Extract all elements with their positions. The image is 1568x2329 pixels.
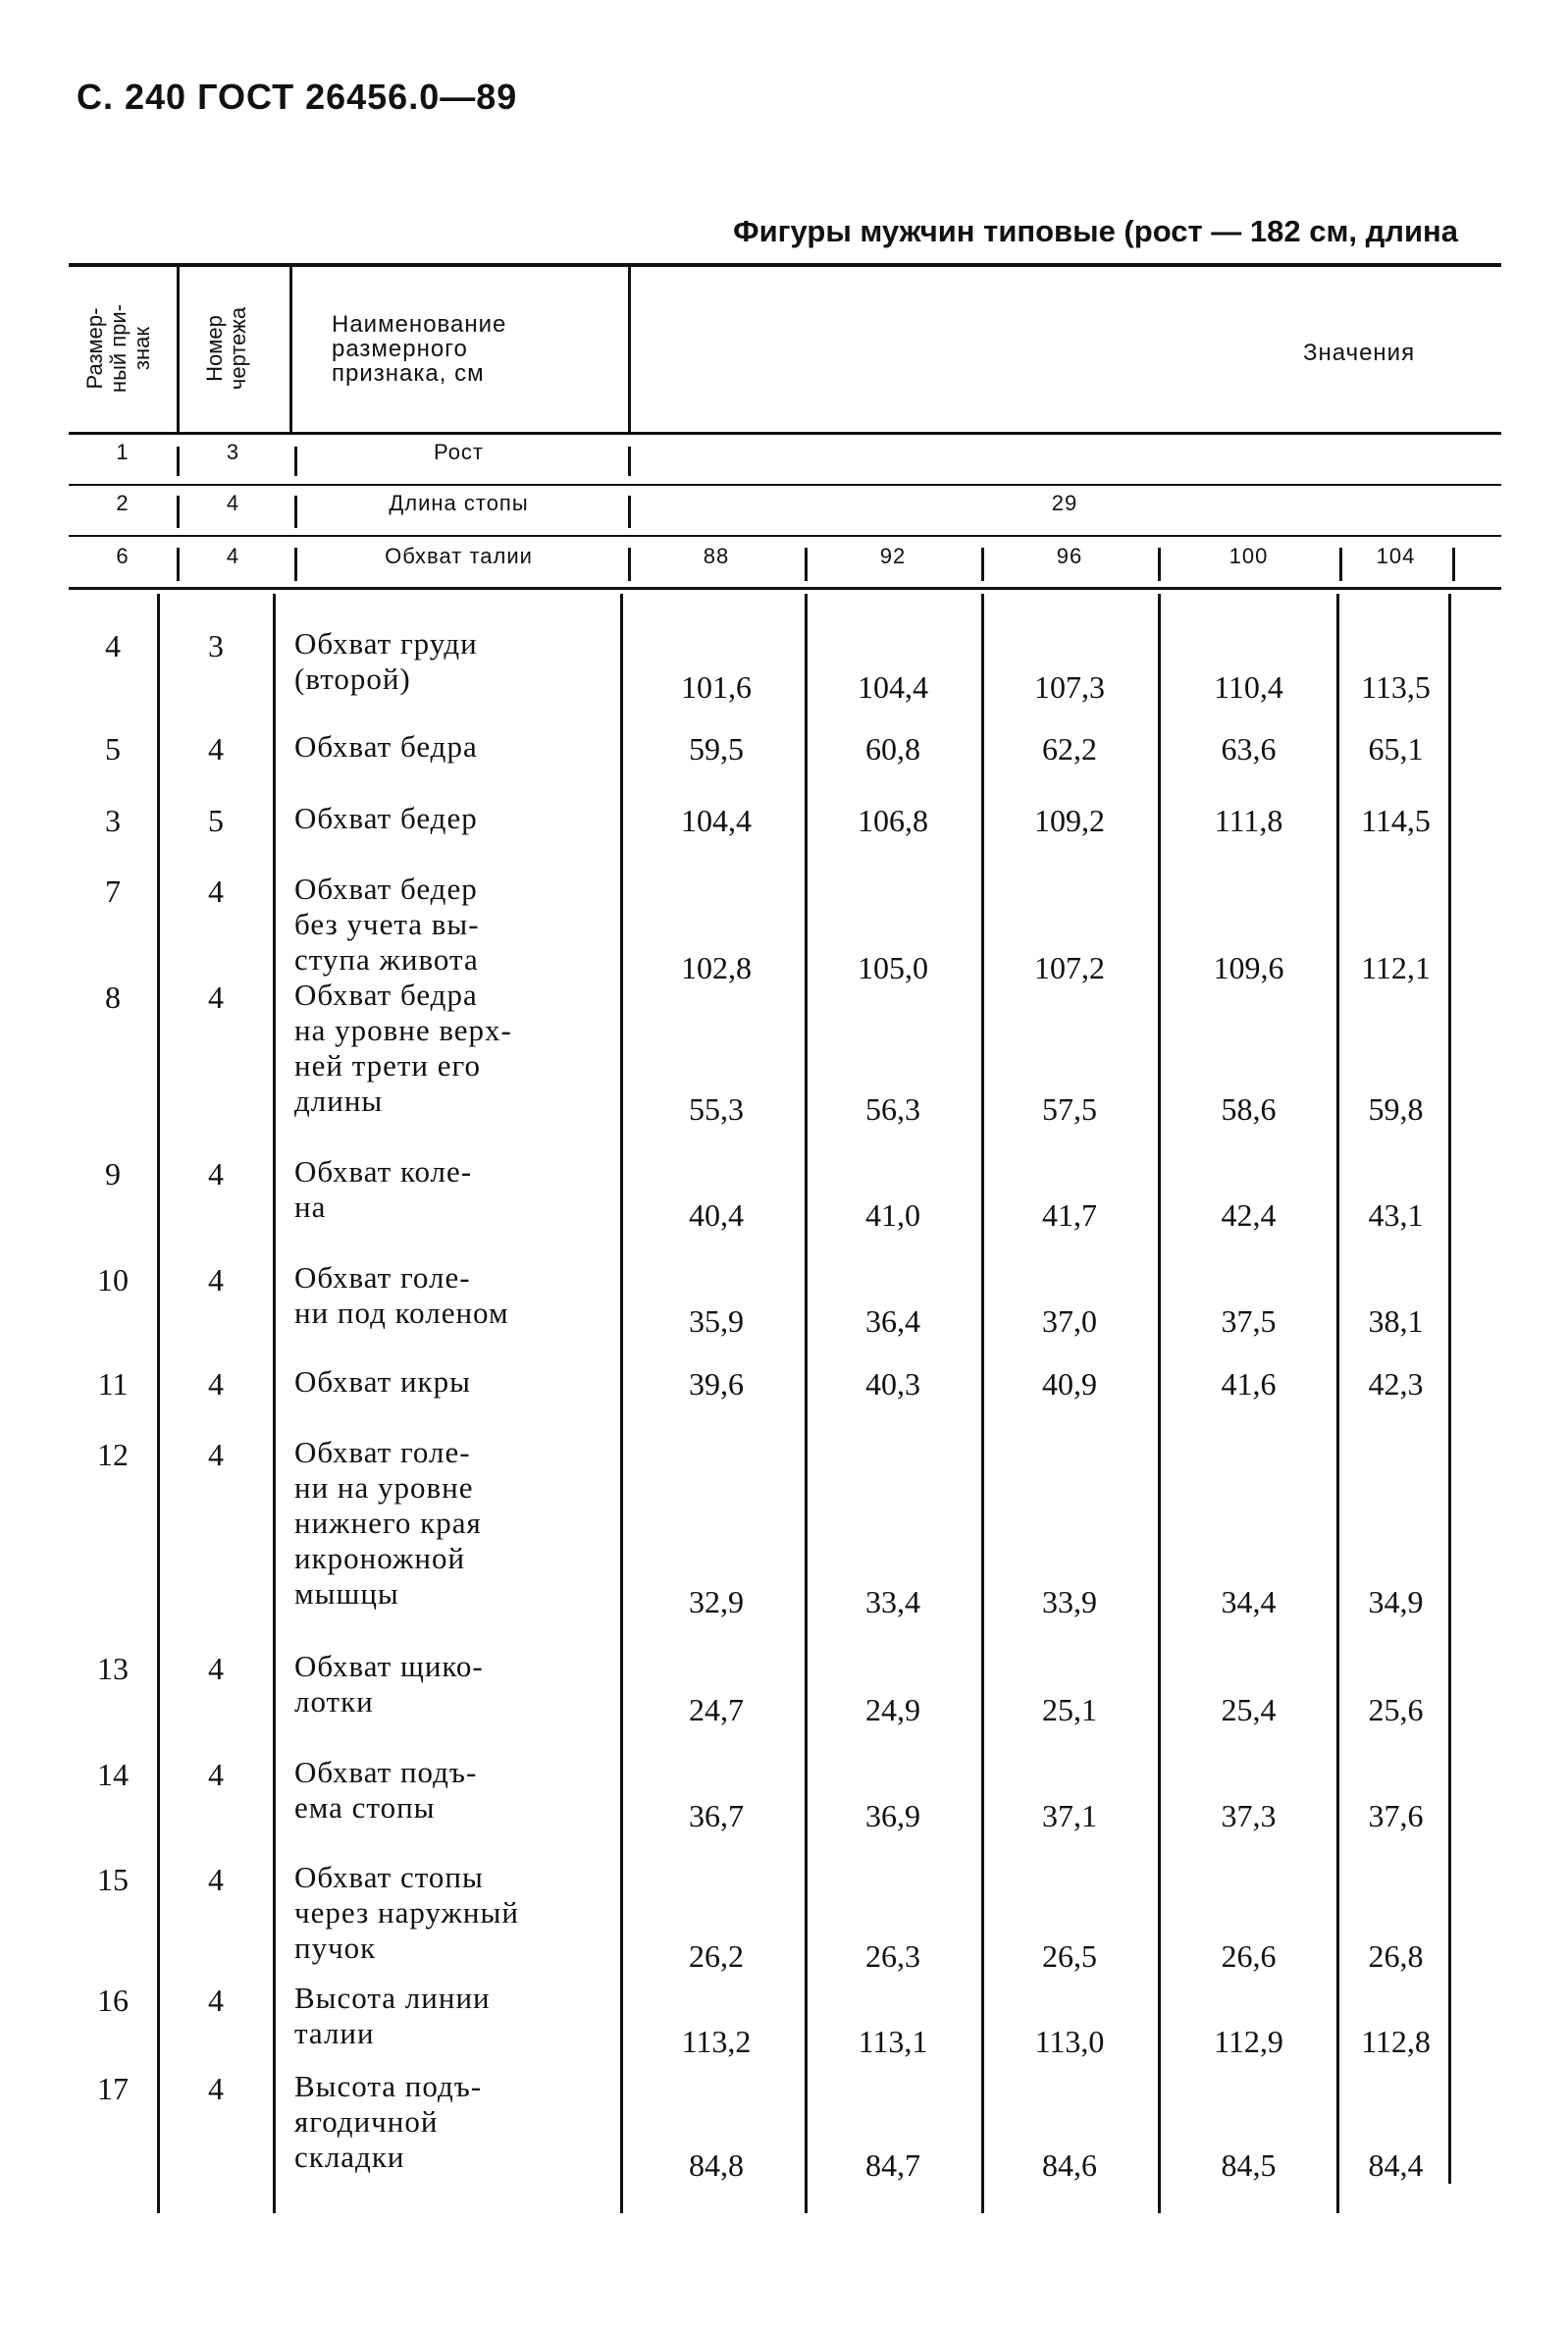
row-value: 111,8 [1214, 803, 1283, 838]
row-value: 65,1 [1368, 731, 1424, 767]
row-drawing: 4 [208, 2071, 224, 2106]
row-value: 113,0 [1034, 2024, 1105, 2059]
row-value: 33,9 [1042, 1584, 1097, 1619]
row-value: 42,3 [1368, 1366, 1424, 1402]
row-value: 40,9 [1042, 1366, 1097, 1402]
row-value: 32,9 [689, 1584, 744, 1619]
row-drawing: 4 [208, 1862, 224, 1897]
row-feature-name: Обхват щико- лотки [294, 1649, 484, 1719]
fixed-row-name: Обхват талии [385, 544, 533, 568]
row-feature-name: Обхват бедра на уровне верх- ней трети его длины [294, 978, 512, 1118]
row-drawing: 5 [208, 803, 224, 838]
row-drawing: 4 [208, 1983, 224, 2018]
fixed-row-value: 29 [1051, 491, 1078, 515]
row-value: 36,4 [865, 1303, 920, 1339]
row-value: 42,4 [1221, 1197, 1277, 1233]
row-number: 3 [105, 803, 121, 838]
row-value: 84,4 [1368, 2147, 1424, 2183]
row-value: 37,6 [1368, 1798, 1424, 1833]
row-number: 13 [97, 1651, 129, 1686]
row-value: 58,6 [1221, 1091, 1277, 1127]
header-drawing-number: Номер чертежа [202, 306, 250, 391]
row-feature-name: Обхват бедер без учета вы- ступа живота [294, 872, 480, 977]
row-rule [69, 587, 1501, 590]
row-value: 25,4 [1221, 1692, 1277, 1727]
row-value: 113,1 [858, 2024, 928, 2059]
row-feature-name: Обхват бедер [294, 801, 478, 835]
waist-value: 92 [879, 544, 907, 568]
row-value: 37,5 [1221, 1303, 1277, 1339]
row-value: 41,0 [865, 1197, 920, 1233]
row-value: 26,8 [1368, 1938, 1424, 1974]
row-drawing: 4 [208, 731, 224, 767]
row-value: 106,8 [858, 803, 928, 838]
row-value: 34,4 [1221, 1584, 1277, 1619]
header-col-rule [177, 267, 180, 432]
row-number: 14 [97, 1757, 129, 1792]
row-value: 107,2 [1034, 950, 1105, 985]
row-value: 25,6 [1368, 1692, 1424, 1727]
header-top-rule [69, 263, 1501, 267]
row-value: 62,2 [1042, 731, 1097, 767]
row-value: 38,1 [1368, 1303, 1424, 1339]
header-size-sign: Размер- ный при- знак [82, 303, 154, 394]
row-value: 63,6 [1221, 731, 1277, 767]
row-value: 33,4 [865, 1584, 920, 1619]
row-value: 104,4 [858, 669, 928, 705]
row-value: 37,1 [1042, 1798, 1097, 1833]
row-value: 112,1 [1361, 950, 1431, 985]
row-value: 26,5 [1042, 1938, 1097, 1974]
fixed-row-name: Рост [433, 440, 485, 464]
waist-value: 104 [1376, 544, 1416, 568]
row-drawing: 4 [208, 1156, 224, 1191]
fixed-row-number: 6 [116, 544, 130, 568]
row-number: 17 [97, 2071, 129, 2106]
row-drawing: 4 [208, 873, 224, 909]
header-col-rule [289, 267, 292, 432]
row-value: 104,4 [681, 803, 752, 838]
row-rule [69, 484, 1501, 486]
row-feature-name: Высота линии талии [294, 1981, 491, 2050]
row-value: 113,2 [681, 2024, 752, 2059]
fixed-row-tick [628, 447, 631, 476]
row-number: 11 [97, 1366, 129, 1402]
fixed-row-drawing: 4 [226, 491, 240, 515]
row-value: 84,5 [1221, 2147, 1277, 2183]
row-value: 110,4 [1214, 669, 1283, 705]
waist-value: 88 [703, 544, 730, 568]
row-value: 26,3 [865, 1938, 920, 1974]
row-drawing: 4 [208, 1437, 224, 1472]
waist-value: 100 [1228, 544, 1269, 568]
row-value: 39,6 [689, 1366, 744, 1402]
row-number: 9 [105, 1156, 121, 1191]
row-feature-name: Обхват груди (второй) [294, 626, 478, 696]
row-number: 5 [105, 731, 121, 767]
row-value: 41,7 [1042, 1197, 1097, 1233]
row-value: 37,0 [1042, 1303, 1097, 1339]
row-number: 16 [97, 1983, 129, 2018]
row-value: 59,5 [689, 731, 744, 767]
row-feature-name: Обхват подъ- ема стопы [294, 1755, 478, 1825]
header-feature-name: Наименование размерного признака, см [332, 311, 507, 387]
row-value: 26,2 [689, 1938, 744, 1974]
row-value: 25,1 [1042, 1692, 1097, 1727]
row-drawing: 4 [208, 979, 224, 1015]
row-drawing: 3 [208, 628, 224, 663]
row-value: 56,3 [865, 1091, 920, 1127]
fixed-row-number: 2 [116, 491, 130, 515]
row-number: 10 [97, 1262, 129, 1297]
row-feature-name: Обхват коле- на [294, 1154, 473, 1224]
row-value: 112,8 [1361, 2024, 1431, 2059]
row-feature-name: Обхват голе- ни под коленом [294, 1260, 509, 1330]
table-caption: Фигуры мужчин типовые (рост — 182 см, длина [733, 214, 1458, 248]
row-value: 40,3 [865, 1366, 920, 1402]
row-value: 102,8 [681, 950, 752, 985]
row-feature-name: Обхват стопы через наружный пучок [294, 1860, 519, 1965]
row-value: 34,9 [1368, 1584, 1424, 1619]
row-value: 36,7 [689, 1798, 744, 1833]
row-value: 40,4 [689, 1197, 744, 1233]
body-col-rule [273, 594, 276, 2213]
row-value: 35,9 [689, 1303, 744, 1339]
row-feature-name: Обхват голе- ни на уровне нижнего края икроножной мышцы [294, 1435, 482, 1611]
row-value: 37,3 [1221, 1798, 1277, 1833]
row-value: 57,5 [1042, 1091, 1097, 1127]
row-value: 113,5 [1361, 669, 1431, 705]
row-value: 84,6 [1042, 2147, 1097, 2183]
row-value: 24,7 [689, 1692, 744, 1727]
row-value: 114,5 [1361, 803, 1431, 838]
row-value: 55,3 [689, 1091, 744, 1127]
header-values: Значения [1303, 340, 1416, 366]
row-value: 36,9 [865, 1798, 920, 1833]
fixed-row-number: 1 [116, 440, 130, 464]
row-value: 105,0 [858, 950, 928, 985]
row-value: 112,9 [1214, 2024, 1283, 2059]
row-value: 60,8 [865, 731, 920, 767]
row-value: 41,6 [1221, 1366, 1277, 1402]
row-value: 107,3 [1034, 669, 1105, 705]
row-feature-name: Высота подъ- ягодичной складки [294, 2069, 483, 2174]
row-rule [69, 535, 1501, 537]
waist-value: 96 [1056, 544, 1083, 568]
row-value: 26,6 [1221, 1938, 1277, 1974]
row-value: 43,1 [1368, 1197, 1424, 1233]
header-col-rule [628, 267, 631, 432]
body-col-rule [620, 594, 623, 2213]
row-feature-name: Обхват бедра [294, 729, 478, 764]
page-header: С. 240 ГОСТ 26456.0—89 [77, 77, 518, 117]
fixed-row-drawing: 4 [226, 544, 240, 568]
row-value: 84,7 [865, 2147, 920, 2183]
row-value: 109,6 [1213, 950, 1284, 985]
row-value: 59,8 [1368, 1091, 1424, 1127]
row-drawing: 4 [208, 1757, 224, 1792]
row-number: 7 [105, 873, 121, 909]
waist-tick [1452, 548, 1455, 581]
row-drawing: 4 [208, 1366, 224, 1402]
header-bottom-rule [69, 432, 1501, 435]
row-number: 4 [105, 628, 121, 663]
row-value: 24,9 [865, 1692, 920, 1727]
row-drawing: 4 [208, 1262, 224, 1297]
row-number: 15 [97, 1862, 129, 1897]
row-number: 8 [105, 979, 121, 1015]
fixed-row-name: Длина стопы [389, 491, 529, 515]
row-number: 12 [97, 1437, 129, 1472]
row-value: 101,6 [681, 669, 752, 705]
row-value: 84,8 [689, 2147, 744, 2183]
row-drawing: 4 [208, 1651, 224, 1686]
fixed-row-drawing: 3 [226, 440, 240, 464]
row-feature-name: Обхват икры [294, 1364, 471, 1399]
body-col-rule [157, 594, 160, 2213]
row-value: 109,2 [1034, 803, 1105, 838]
